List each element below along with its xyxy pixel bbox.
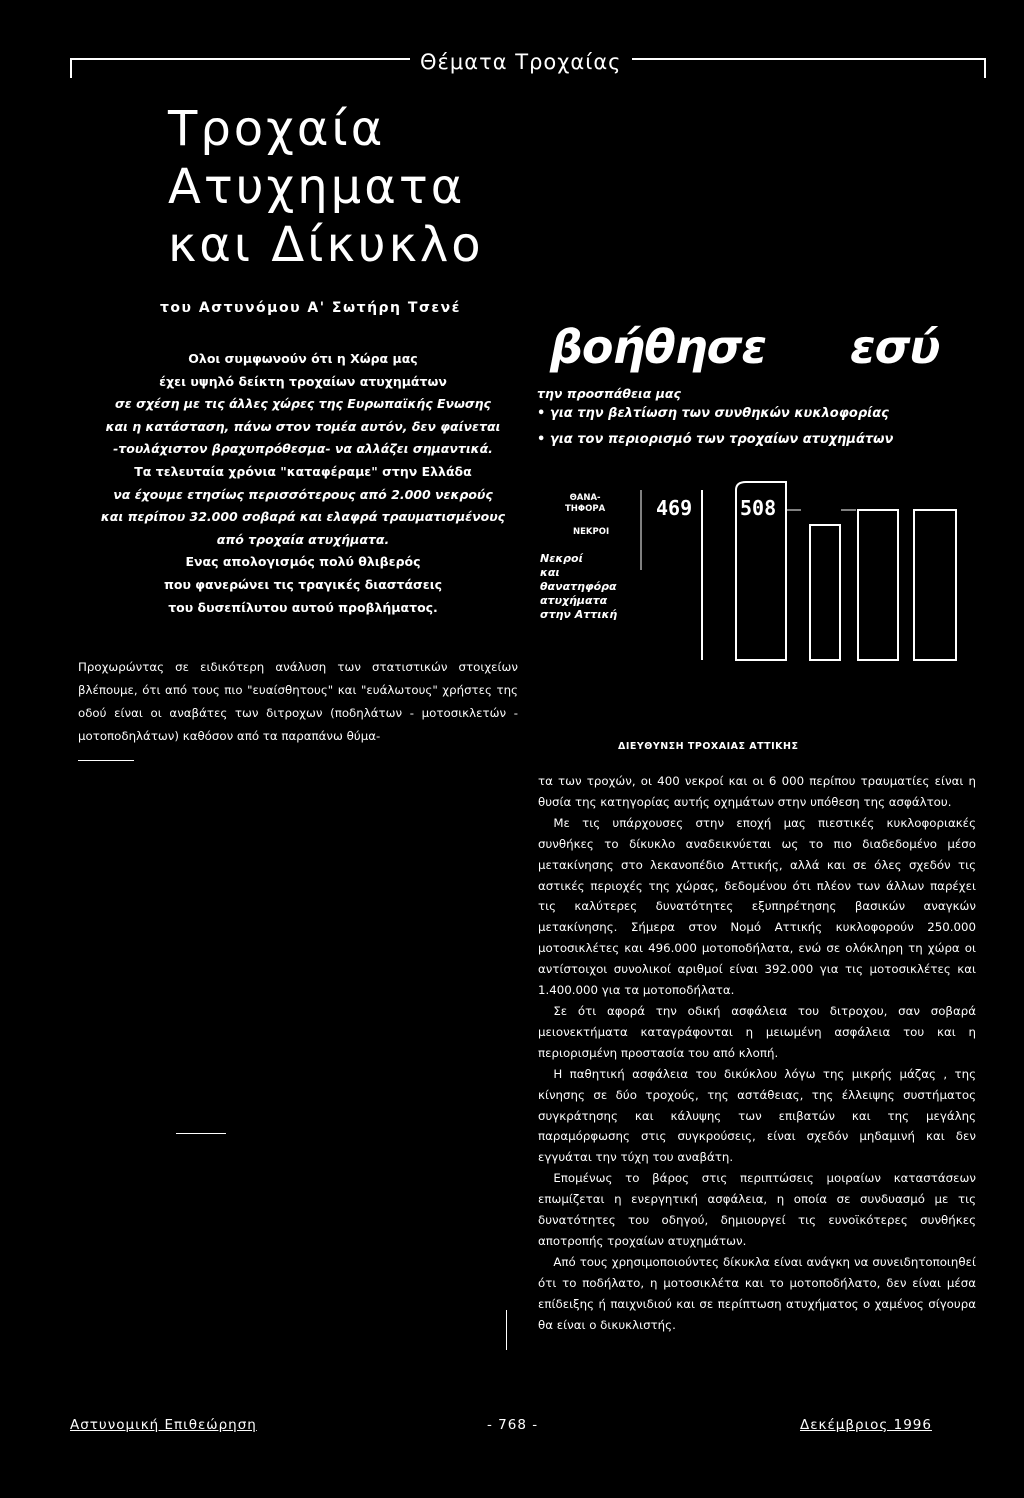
header-rule-left <box>70 58 72 78</box>
paragraph: Σε ότι αφορά την οδική ασφάλεια του διτροχου, σαν σοβαρά μειονεκτήματα καταγράφονται η μειωμένη ασφάλεια του και η περιορισμένη προστασία του από κλοπή. <box>538 1003 976 1060</box>
intro-line: και περίπου 32.000 σοβαρά και ελαφρά τραυματισμένους <box>100 509 506 525</box>
paragraph: Με τις υπάρχουσες στην εποχή μας πιεστικές κυκλοφοριακές συνθήκες το δίκυκλο αναδεικνύεται ως το πιο διαδεδομένο μέσο μετακίνησης στο λεκανοπέδιο Αττικής, αλλά και σε όλες σχεδόν τις αστικές περιοχές της χώρας, δεδομένου ότι πλέον των άλλων παρέχει τις καλύτερες δυνατότητες εξυπηρέτησης βασικών αναγκών μετακίνησης. Σήμερα στον Νομό Αττικής κυκλοφορούν 250.000 μοτοσικλέτες και 496.000 μοτοποδήλατα, ενώ σε ολόκληρη τη χώρα οι αντίστοιχοι συνολικοί αριθμοί είναι 392.000 για τις μοτοσικλέτες και 1.400.000 για τα μοτοποδήλατα. <box>538 815 976 998</box>
caption-line: στην Αττική <box>540 608 618 621</box>
caption-line: Νεκροί <box>540 552 583 565</box>
body-text-right <box>538 771 976 1335</box>
chart-bar-frame <box>810 525 840 660</box>
chart-svg <box>636 470 991 670</box>
caption-line: ατυχήματα <box>540 594 608 607</box>
slogan-subtitle: την προσπάθεια μας <box>537 386 681 401</box>
intro-line: Ολοι συμφωνούν ότι η Χώρα μας <box>188 351 418 366</box>
chart-source: ΔΙΕΥΘΥΝΣΗ ΤΡΟΧΑΙΑΣ ΑΤΤΙΚΗΣ <box>618 741 799 752</box>
bar-label-fatal: 469 <box>656 496 693 520</box>
campaign-slogan <box>550 320 990 380</box>
intro-lead <box>70 348 536 619</box>
article-title <box>168 100 484 274</box>
paragraph: τα των τροχών, οι 400 νεκροί και οι 6 000 περίπου τραυματίες είναι η θυσία της κατηγορίας αυτής οχημάτων στην υπόθεση της ασφάλτου. <box>538 774 976 809</box>
intro-line: έχει υψηλό δείκτη τροχαίων ατυχημάτων <box>159 373 447 389</box>
intro-line: που φανερώνει τις τραγικές διαστάσεις <box>163 576 443 592</box>
slogan-word-1: βοήθησε <box>550 320 767 374</box>
caption-line: θανατηφόρα <box>540 580 617 593</box>
divider <box>176 1133 226 1134</box>
chart-bar-frame <box>914 510 956 660</box>
legend-fatal <box>565 493 605 515</box>
body-text-left: Προχωρώντας σε ειδικότερη ανάλυση των στατιστικών στοιχείων βλέπουμε, ότι από τους πιο "ευαίσθητους" και "ευάλωτους" χρήστες της οδού είναι οι αναβάτες των διτροχων (ποδηλάτων - μοτοσικλετών - μοτοποδηλάτων) καθόσον από τα παραπάνω θύμα- <box>78 660 518 743</box>
title-line-2: Ατυχηματα <box>168 159 466 215</box>
divider <box>78 760 134 761</box>
section-title: Θέματα Τροχαίας <box>410 50 632 74</box>
intro-line: Τα τελευταία χρόνια "καταφέραμε" στην Ελλάδα <box>134 463 472 479</box>
intro-line: από τροχαία ατυχήματα. <box>216 531 390 547</box>
chart-bar-frame <box>858 510 898 660</box>
intro-line: και η κατάσταση, πάνω στον τομέα αυτόν, δεν φαίνεται <box>105 418 501 434</box>
divider <box>506 1310 507 1350</box>
legend-fatal-line-2: ΤΗΦΟΡΑ <box>565 504 606 514</box>
intro-line: σε σχέση με τις άλλες χώρες της Ευρωπαϊκής Ενωσης <box>115 396 491 412</box>
intro-line: του δυσεπίλυτου αυτού προβλήματος. <box>168 599 438 615</box>
paragraph: Από τους χρησιμοποιούντες δίκυκλα είναι ανάγκη να συνειδητοποιηθεί ότι το ποδήλατο, η μοτοσικλέτα και το μοτοποδήλατο, δεν είναι μέσα επίδειξης ή παιχνιδιού και σε περίπτωση ατυχήματος ο χαμένος σίγουρα θα είναι ο δικυκλιστής. <box>538 1254 976 1332</box>
chart-caption <box>540 552 617 622</box>
footer-page-number: - 768 - <box>487 1417 539 1433</box>
footer-magazine: Αστυνομική Επιθεώρηση <box>70 1417 257 1433</box>
header-rule-right <box>984 58 986 78</box>
paragraph: Η παθητική ασφάλεια του δικύκλου λόγω της μικρής μάζας , της κίνησης σε δύο τροχούς, της αστάθειας, της έλλειψης συστήματος συγκράτησης και κάλυψης των επιβατών και της μεγάλης παραμόρφωσης στις συγκρούσεις, είναι σχεδόν μηδαμινή και δεν εγγυάται την τύχη του αναβάτη. <box>538 1066 976 1165</box>
paragraph: Επομένως το βάρος στις περιπτώσεις μοιραίων καταστάσεων επωμίζεται η ενεργητική ασφάλεια, η οποία σε συνδυασμό με τις δυνατότητες του οδηγού, δημιουργεί τις ευνοϊκότερες συνθήκες αποτροπής τροχαίων ατυχημάτων. <box>538 1171 976 1248</box>
caption-line: και <box>540 566 560 579</box>
title-line-1: Τροχαία <box>168 101 386 157</box>
fatality-chart <box>636 470 991 670</box>
slogan-word-2: εσύ <box>850 320 940 374</box>
intro-line: Ενας απολογισμός πολύ θλιβερός <box>185 554 421 570</box>
slogan-bullet: • για τον περιορισμό των τροχαίων ατυχημάτων <box>537 432 894 447</box>
slogan-bullet: • για την βελτίωση των συνθηκών κυκλοφορίας <box>537 406 889 421</box>
title-line-3: και Δίκυκλο <box>168 217 484 273</box>
bar-label-dead: 508 <box>740 496 777 520</box>
intro-line: -τουλάχιστον βραχυπρόθεσμα- να αλλάζει σημαντικά. <box>113 441 493 457</box>
bar-fatal <box>701 490 703 660</box>
legend-fatal-line-1: ΘΑΝΑ- <box>569 493 601 503</box>
intro-line: να έχουμε ετησίως περισσότερους από 2.000 νεκρούς <box>113 486 493 502</box>
author-byline: του Αστυνόμου Α' Σωτήρη Τσενέ <box>160 300 461 316</box>
footer-date: Δεκέμβριος 1996 <box>800 1417 932 1433</box>
legend-dead: ΝΕΚΡΟΙ <box>573 527 610 537</box>
